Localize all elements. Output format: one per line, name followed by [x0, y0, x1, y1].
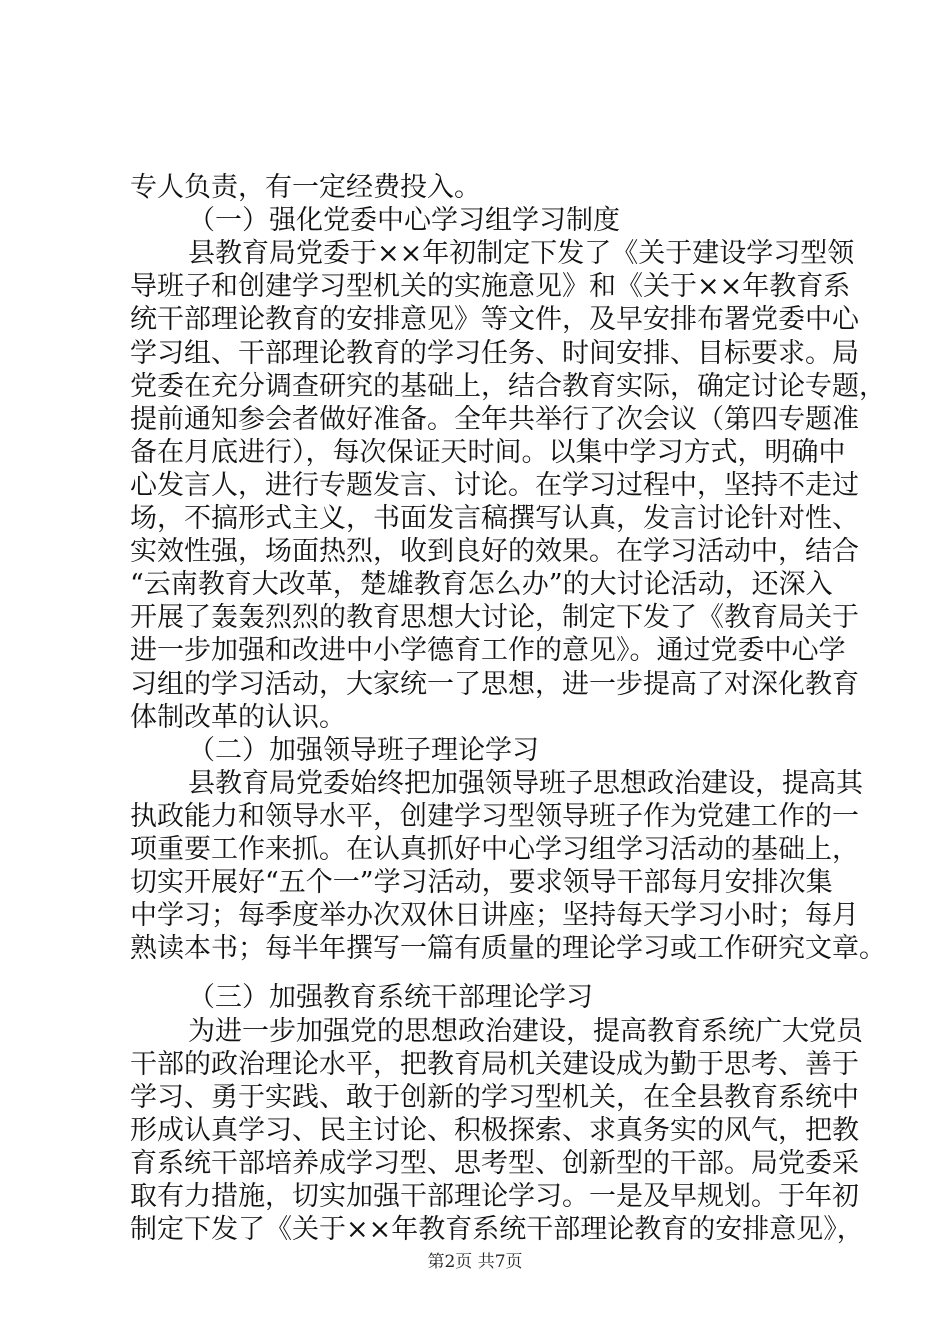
text-line: 心发言人，进行专题发言、讨论。在学习过程中，坚持不走过 [130, 469, 859, 501]
text-line: 导班子和创建学习型机关的实施意见》和《关于××年教育系 [130, 271, 851, 303]
text-line: 为进一步加强党的思想政治建设，提高教育系统广大党员 [188, 1015, 863, 1047]
text-line: 县教育局党委于××年初制定下发了《关于建设学习型领 [188, 238, 855, 270]
text-line: 备在月底进行），每次保证天时间。以集中学习方式，明确中 [130, 436, 846, 468]
text-line: 体制改革的认识。 [130, 701, 346, 733]
text-line: 学习、勇于实践、敢于创新的学习型机关，在全县教育系统中 [130, 1081, 859, 1113]
text-line: 学习组、干部理论教育的学习任务、时间安排、目标要求。局 [130, 337, 859, 369]
text-line: 县教育局党委始终把加强领导班子思想政治建设，提高其 [188, 767, 863, 799]
text-line: 干部的政治理论水平，把教育局机关建设成为勤于思考、善于 [130, 1048, 859, 1080]
text-line: 场，不搞形式主义，书面发言稿撰写认真，发言讨论针对性、 [130, 503, 859, 534]
text-line: 进一步加强和改进中小学德育工作的意见》。通过党委中心学 [130, 635, 846, 667]
text-line: 开展了轰轰烈烈的教育思想大讨论，制定下发了《教育局关于 [130, 602, 859, 634]
text-line: 熟读本书；每半年撰写一篇有质量的理论学习或工作研究文章。 [130, 933, 886, 965]
text-line: 形成认真学习、民主讨论、积极探索、求真务实的风气，把教 [130, 1114, 859, 1146]
page-footer: 第2页 共7页 [427, 1252, 523, 1272]
text-line: 统干部理论教育的安排意见》等文件，及早安排布署党委中心 [130, 304, 859, 336]
text-line: 切实开展好“五个一”学习活动，要求领导干部每月安排次集 [130, 867, 833, 899]
text-line: 党委在充分调查研究的基础上，结合教育实际，确定讨论专题， [130, 370, 886, 402]
section-heading: （二）加强领导班子理论学习 [188, 734, 539, 766]
text-line: 执政能力和领导水平，创建学习型领导班子作为党建工作的一 [130, 800, 859, 832]
text-line: 专人负责，有一定经费投入。 [130, 172, 481, 203]
text-line: 项重要工作来抓。在认真抓好中心学习组学习活动的基础上， [130, 834, 859, 865]
text-line: 实效性强，场面热烈，收到良好的效果。在学习活动中，结合 [130, 536, 859, 568]
text-line: 提前通知参会者做好准备。全年共举行了次会议（第四专题准 [130, 403, 859, 435]
text-line: 中学习；每季度举办次双休日讲座；坚持每天学习小时；每月 [130, 900, 859, 932]
section-heading: （三）加强教育系统干部理论学习 [188, 982, 593, 1014]
text-line: “云南教育大改革，楚雄教育怎么办”的大讨论活动，还深入 [130, 569, 833, 601]
section-heading: （一）强化党委中心学习组学习制度 [188, 205, 620, 237]
text-line: 制定下发了《关于××年教育系统干部理论教育的安排意见》， [130, 1214, 864, 1246]
text-line: 习组的学习活动，大家统一了思想，进一步提高了对深化教育 [130, 668, 859, 700]
text-line: 育系统干部培养成学习型、思考型、创新型的干部。局党委采 [130, 1147, 859, 1179]
text-line: 取有力措施，切实加强干部理论学习。一是及早规划。于年初 [130, 1181, 859, 1212]
